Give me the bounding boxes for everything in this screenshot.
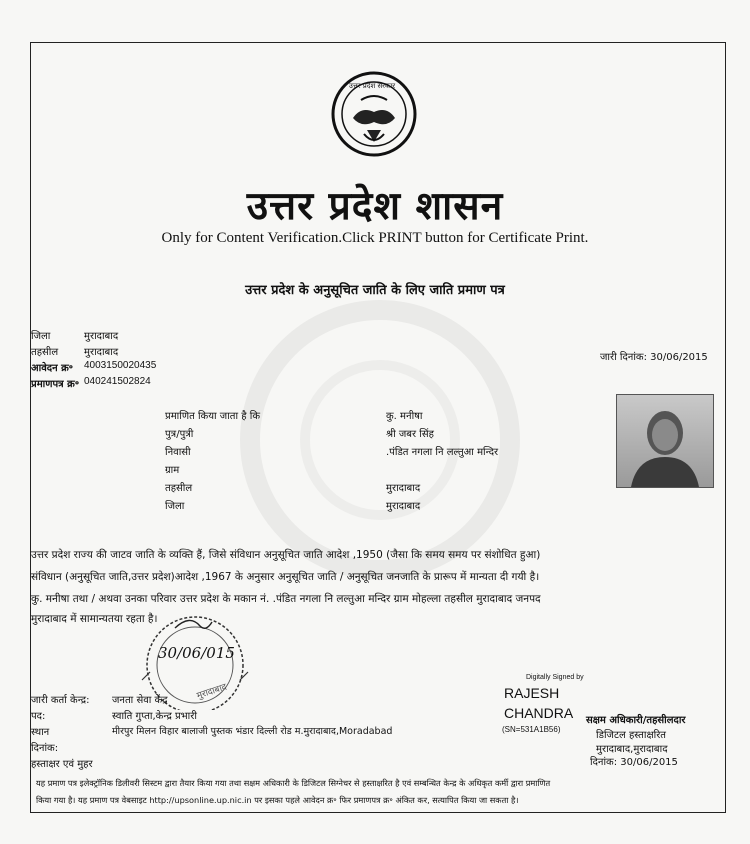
- person-row-label: ग्राम: [165, 465, 180, 476]
- applicant-photo: [616, 394, 714, 488]
- place-label: स्थान: [31, 727, 50, 738]
- body-line-1: उत्तर प्रदेश राज्य की जाटव जाति के व्यक्ति हैं, जिसे संविधान अनुसूचित जाति आदेश ,1950 (जैसा कि समय समय पर संशोधित हुआ): [31, 549, 541, 561]
- body-line-2: संविधान (अनुसूचित जाति,उत्तर प्रदेश)आदेश ,1967 के अनुसार अनुसूचित जाति / अनुसूचित जनजाति के प्रारूप में मान्यता दी गयी है।: [31, 571, 540, 583]
- residence-value: .पंडित नगला नि लल्तुआ मन्दिर: [386, 447, 499, 458]
- person-district-value: मुरादाबाद: [386, 501, 421, 512]
- person-tehsil-value: मुरादाबाद: [386, 483, 421, 494]
- certificate-number-label: प्रमाणपत्र क्र॰: [31, 379, 80, 390]
- certificate-number-value: 040241502824: [84, 376, 151, 387]
- person-name: कु. मनीषा: [386, 411, 423, 422]
- person-row-label: पुत्र/पुत्री: [165, 429, 194, 440]
- signer-place: मुरादाबाद,मुरादाबाद: [596, 744, 668, 755]
- title-hindi: उत्तर प्रदेश शासन: [246, 184, 504, 229]
- digital-sign-label: डिजिटल हस्ताक्षरित: [596, 730, 666, 741]
- issuing-center-value: जनता सेवा केंद्र: [112, 695, 168, 706]
- person-silhouette-icon: [617, 395, 713, 487]
- signer-date: दिनांक: 30/06/2015: [590, 757, 678, 768]
- watermark-seal-inner: [300, 360, 460, 520]
- tehsil-value: मुरादाबाद: [84, 347, 119, 358]
- signer-name-line-1: RAJESH: [504, 685, 560, 701]
- post-value: स्वाति गुप्ता,केन्द्र प्रभारी: [112, 711, 197, 722]
- application-number-value: 4003150020435: [84, 360, 157, 371]
- person-row-label: प्रमाणित किया जाता है कि: [165, 411, 261, 422]
- application-number-label: आवेदन क्र॰: [31, 363, 74, 374]
- signer-name-line-2: CHANDRA: [504, 705, 574, 721]
- footer-line-2: किया गया है। यह प्रमाण पत्र वेबसाइट http://upsonline.up.nic.in पर इसका पहले आवेदन क्र॰ फिर प्रमाणपत्र क्र॰ अंकित कर, सत्यापित किया जा सकता है।: [36, 795, 519, 805]
- signature-label: हस्ताक्षर एवं मुहर: [31, 759, 93, 770]
- body-line-4: मुरादाबाद में सामान्यतया रहता है।: [31, 613, 158, 625]
- emblem-text: उत्तर प्रदेश सरकार: [349, 82, 396, 90]
- digitally-signed-by: Digitally Signed by: [526, 674, 584, 681]
- certificate-heading: उत्तर प्रदेश के अनुसूचित जाति के लिए जाति प्रमाण पत्र: [245, 283, 505, 298]
- date-label: दिनांक:: [31, 743, 59, 754]
- person-row-label: तहसील: [165, 483, 193, 494]
- district-label: जिला: [31, 331, 51, 342]
- person-row-label: जिला: [165, 501, 185, 512]
- tehsil-label: तहसील: [31, 347, 59, 358]
- content-verification-note: Only for Content Verification.Click PRINT button for Certificate Print.: [161, 230, 589, 246]
- handwritten-date: 30/06/015: [158, 644, 235, 662]
- place-value: मीरपुर मिलन विहार बालाजी पुस्तक भंडार दिल्ली रोड म.मुरादाबाद,Moradabad: [112, 726, 393, 737]
- signer-serial: (SN=531A1B56): [502, 725, 561, 734]
- post-label: पद:: [31, 711, 46, 722]
- seal-text: मुरादाबाद: [195, 682, 229, 702]
- body-line-3: कु. मनीषा तथा / अथवा उनका परिवार उत्तर प्रदेश के मकान नं. .पंडित नगला नि लल्तुआ मन्दिर ग्राम मोहल्ला तहसील मुरादाबाद जनपद: [31, 593, 541, 605]
- district-value: मुरादाबाद: [84, 331, 119, 342]
- person-row-label: निवासी: [165, 447, 191, 458]
- authority-title: सक्षम अधिकारी/तहसीलदार: [586, 715, 686, 726]
- footer-line-1: यह प्रमाण पत्र इलेक्ट्रॉनिक डिलीवरी सिस्टम द्वारा तैयार किया गया तथा सक्षम अधिकारी के डिजिटल सिग्नेचर से हस्ताक्षरित है एवं सम्बन्धित केन्द्र के अधिकृत कर्मी द्वारा प्रमाणित: [36, 778, 551, 788]
- issue-date: जारी दिनांक: 30/06/2015: [600, 352, 708, 363]
- father-name: श्री जबर सिंह: [386, 429, 434, 440]
- issuing-center-label: जारी कर्ता केन्द्र:: [31, 695, 90, 706]
